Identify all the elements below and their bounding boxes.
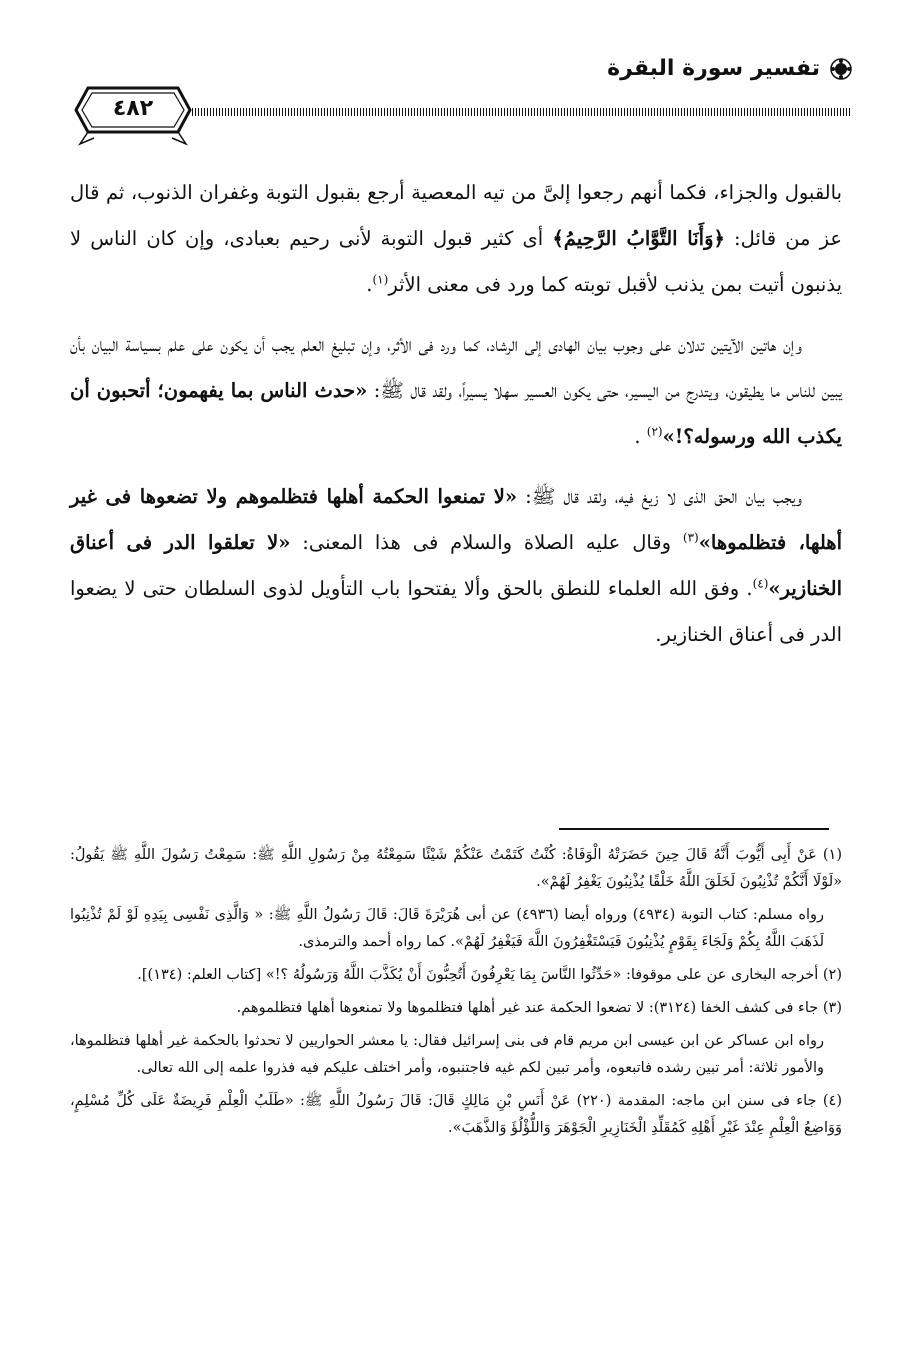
hadith-quote: «لا تعلقوا الدر فى أعناق الخنازير» xyxy=(70,531,842,600)
footnote-ref-4: (٤) xyxy=(752,576,769,591)
paragraph-2 xyxy=(70,322,842,460)
main-text xyxy=(70,170,842,672)
text-run: بالقبول والجزاء، فكما أنهم رجعوا إلىَّ من تيه المعصية أرجع بقبول التوبة وغفران الذنوب، ثم قال عز من قائل: xyxy=(70,181,842,250)
text-run: . xyxy=(366,273,373,296)
footnote-1-continuation: رواه مسلم: كتاب التوبة (٤٩٣٤) ورواه أيضا (٤٩٣٦) عن أبى هُرَيْرَةَ قَالَ: قَالَ رَسُولُ اللَّهِ ﷺ: « وَالَّذِى نَفْسِى بِيَدِهِ لَوْ لَمْ تُذْنِبُوا لَذَهَبَ اللَّهُ بِكُمْ وَلَجَاءَ بِقَوْمٍ يُذْنِبُونَ فَيَسْتَغْفِرُونَ اللَّهَ فَيَغْفِرُ لَهُمْ». كما رواه أحمد والترمذى. xyxy=(70,907,824,950)
footnote-text: جاء فى سنن ابن ماجه: المقدمة (٢٢٠) عَنْ أَنَسِ بْنِ مَالِكٍ قَالَ: قَالَ رَسُولُ اللَّهِ ﷺ: «طَلَبُ الْعِلْمِ فَرِيضَةٌ عَلَى كُلِّ مُسْلِمٍ، وَوَاضِعُ الْعِلْمِ عِنْدَ غَيْرِ أَهْلِهِ كَمُقَلِّدِ الْخَنَازِيرِ الْجَوْهَرَ وَاللُّؤْلُؤَ وَالذَّهَبَ». xyxy=(70,1093,842,1136)
footnote-1 xyxy=(70,842,842,896)
text-run: وقال عليه الصلاة والسلام فى هذا المعنى: xyxy=(290,531,683,554)
flower-ornament-icon xyxy=(830,58,852,80)
header-rule xyxy=(192,108,852,116)
footnote-2 xyxy=(70,962,842,989)
running-title: تفسير سورة البقرة xyxy=(607,56,820,81)
page-number: ٤٨٢ xyxy=(112,96,154,121)
footnote-4 xyxy=(70,1088,842,1142)
footnote-3 xyxy=(70,995,842,1022)
paragraph-3 xyxy=(70,474,842,658)
page-header xyxy=(72,52,852,152)
hadith-quote: «حدث الناس بما يفهمون؛ أتحبون أن يكذب الله ورسوله؟!» xyxy=(70,379,842,448)
footnote-ref-2: (٢) xyxy=(646,424,663,439)
hadith-quote: «لا تمنعوا الحكمة أهلها فتظلموهم ولا تضعوها فى غير أهلها، فتظلموها» xyxy=(70,485,842,554)
text-run: . وفق الله العلماء للنطق بالحق وألا يفتحوا باب التأويل لذوى السلطان حتى لا يضعوا الدر فى أعناق الخنازير. xyxy=(70,577,842,646)
footnote-text: جاء فى كشف الخفا (٣١٢٤): لا تضعوا الحكمة عند غير أهلها فتظلموها ولا تمنعوها أهلها فتظلموهم. xyxy=(236,1000,819,1016)
footnote-ref-1: (١) xyxy=(372,272,389,287)
text-run: . xyxy=(634,425,647,448)
text-run: ويجب بيان الحق الذى لا زيغ فيه، ولقد قال ﷺ: xyxy=(517,485,802,508)
footnote-ref-3: (٣) xyxy=(682,530,699,545)
footnote-number: (٢) xyxy=(822,967,842,983)
footnote-separator xyxy=(559,828,829,830)
footnotes xyxy=(70,842,842,1148)
paragraph-1 xyxy=(70,170,842,308)
quran-verse: ﴿وَأَنَا التَّوَّابُ الرَّحِيمُ﴾ xyxy=(552,227,725,250)
text-run: وإن هاتين الآيتين تدلان على وجوب بيان الهادى إلى الرشاد، كما ورد فى الأثر، وإن تبليغ العلم يجب أن يكون على علم بسياسة البيان بأن يبين للناس ما يطيقون، ويتدرج من اليسير، حتى يكون العسير سهلا يسيراً، ولقد قال ﷺ: xyxy=(70,333,842,402)
footnote-3-continuation: رواه ابن عساكر عن ابن عيسى ابن مريم قام فى بنى إسرائيل فقال: يا معشر الحواريين لا تحدثوا بالحكمة غير أهلها فتظلموها، والأمور ثلاثة: أمر تبين رشده فاتبعوه، وأمر تبين لكم غيه فاجتنبوه، وأمر اختلف عليكم فيه فذروا علمه إلى الله تعالى. xyxy=(70,1033,824,1076)
footnote-text: عَنْ أَبِى أَيُّوبَ أَنَّهُ قَالَ حِينَ حَضَرَتْهُ الْوَفَاةُ: كُنْتُ كَتَمْتُ عَنْكُمْ شَيْئًا سَمِعْتُهُ مِنْ رَسُولِ اللَّهِ ﷺ: سَمِعْتُ رَسُولَ اللَّهِ ﷺ يَقُولُ: «لَوْلَا أَنَّكُمْ تُذْنِبُونَ لَخَلَقَ اللَّهُ خَلْقًا يُذْنِبُونَ يَغْفِرُ لَهُمْ». xyxy=(70,847,842,890)
footnote-number: (٤) xyxy=(822,1093,842,1109)
running-title-row xyxy=(607,56,852,81)
text-run: أى كثير قبول التوبة لأنى رحيم بعبادى، وإن كان الناس لا يذنبون أتيت بمن يذنب لأقبل توبته كما ورد فى معنى الأثر xyxy=(70,227,842,296)
footnote-number: (٣) xyxy=(822,1000,842,1016)
footnote-text: أخرجه البخارى عن على موقوفا: «حَدِّثُوا النَّاسَ بِمَا يَعْرِفُونَ أَتُحِبُّونَ أَنْ يُكَذَّبَ اللَّهُ وَرَسُولُهُ ؟!» [كتاب العلم: (١٣٤)]. xyxy=(137,967,819,983)
footnote-number: (١) xyxy=(822,847,842,863)
